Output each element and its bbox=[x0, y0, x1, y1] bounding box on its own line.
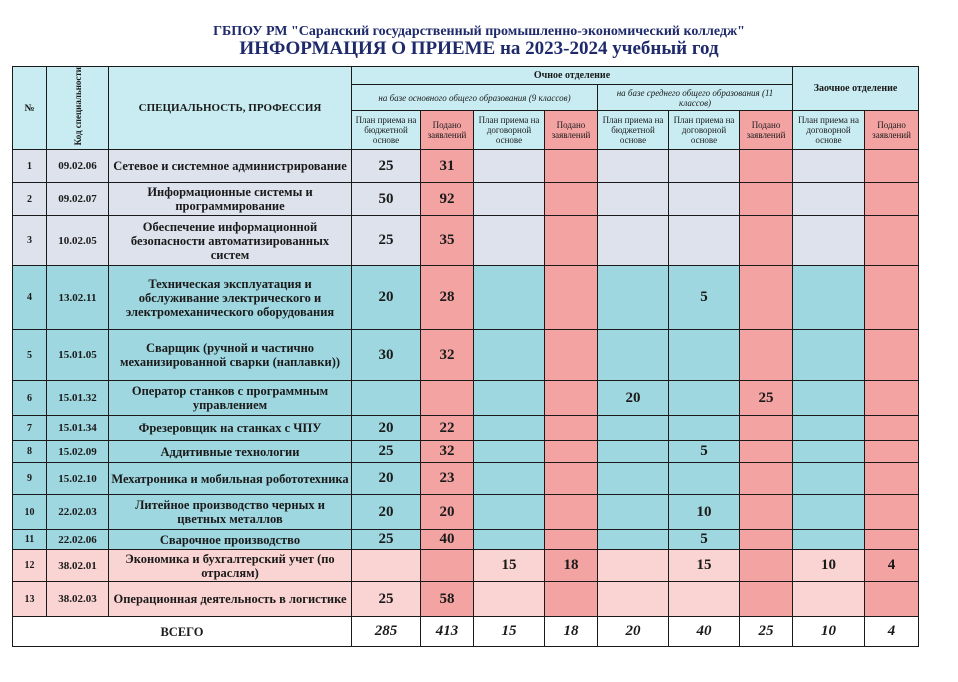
value-cell bbox=[421, 550, 474, 582]
value-cell: 25 bbox=[740, 381, 793, 416]
value-cell bbox=[474, 416, 545, 441]
specialty-name: Аддитивные технологии bbox=[109, 441, 352, 463]
value-cell bbox=[598, 416, 669, 441]
value-cell bbox=[545, 441, 598, 463]
total-cell: 20 bbox=[598, 617, 669, 647]
value-cell bbox=[474, 150, 545, 183]
value-cell bbox=[793, 463, 865, 495]
value-cell: 20 bbox=[352, 266, 421, 330]
row-number: 1 bbox=[13, 150, 47, 183]
header-applied-budget-9: Подано заявлений bbox=[421, 111, 474, 150]
value-cell: 23 bbox=[421, 463, 474, 495]
specialty-name: Сварочное производство bbox=[109, 530, 352, 550]
specialty-name: Сетевое и системное администрирование bbox=[109, 150, 352, 183]
value-cell bbox=[598, 441, 669, 463]
header-plan-budget-11: План приема на бюджетной основе bbox=[598, 111, 669, 150]
total-cell: 25 bbox=[740, 617, 793, 647]
specialty-code: 13.02.11 bbox=[47, 266, 109, 330]
value-cell: 25 bbox=[352, 150, 421, 183]
header-plan-contract-9: План приема на договорной основе bbox=[474, 111, 545, 150]
value-cell bbox=[474, 266, 545, 330]
row-number: 3 bbox=[13, 216, 47, 266]
specialty-code: 22.02.06 bbox=[47, 530, 109, 550]
row-number: 5 bbox=[13, 330, 47, 381]
value-cell bbox=[545, 582, 598, 617]
row-number: 7 bbox=[13, 416, 47, 441]
table-body bbox=[13, 150, 919, 617]
specialty-name: Литейное производство черных и цветных металлов bbox=[109, 495, 352, 530]
specialty-code: 10.02.05 bbox=[47, 216, 109, 266]
header-applied-part: Подано заявлений bbox=[865, 111, 919, 150]
value-cell bbox=[545, 416, 598, 441]
value-cell bbox=[669, 183, 740, 216]
value-cell bbox=[352, 381, 421, 416]
value-cell bbox=[740, 530, 793, 550]
value-cell: 25 bbox=[352, 582, 421, 617]
value-cell: 30 bbox=[352, 330, 421, 381]
specialty-name: Мехатроника и мобильная робототехника bbox=[109, 463, 352, 495]
table-row bbox=[13, 266, 919, 330]
value-cell bbox=[865, 441, 919, 463]
specialty-name: Сварщик (ручной и частично механизированной сварки (наплавки)) bbox=[109, 330, 352, 381]
value-cell bbox=[474, 216, 545, 266]
specialty-name: Оператор станков с программным управлением bbox=[109, 381, 352, 416]
total-cell: 18 bbox=[545, 617, 598, 647]
specialty-code: 15.01.32 bbox=[47, 381, 109, 416]
specialty-name: Фрезеровщик на станках с ЧПУ bbox=[109, 416, 352, 441]
value-cell bbox=[474, 381, 545, 416]
table-row bbox=[13, 495, 919, 530]
value-cell bbox=[793, 183, 865, 216]
specialty-name: Информационные системы и программирование bbox=[109, 183, 352, 216]
value-cell bbox=[669, 416, 740, 441]
value-cell: 18 bbox=[545, 550, 598, 582]
value-cell: 20 bbox=[352, 463, 421, 495]
table-row bbox=[13, 330, 919, 381]
value-cell bbox=[474, 582, 545, 617]
table-row bbox=[13, 216, 919, 266]
value-cell bbox=[598, 495, 669, 530]
value-cell bbox=[740, 463, 793, 495]
value-cell bbox=[793, 495, 865, 530]
specialty-code: 15.01.05 bbox=[47, 330, 109, 381]
page-title: ИНФОРМАЦИЯ О ПРИЕМЕ на 2023-2024 учебный год bbox=[239, 38, 719, 59]
header-secondary-base: на базе среднего общего образования (11 классов) bbox=[598, 85, 793, 111]
specialty-name: Обеспечение информационной безопасности автоматизированных систем bbox=[109, 216, 352, 266]
row-number: 8 bbox=[13, 441, 47, 463]
value-cell bbox=[793, 381, 865, 416]
total-cell: 15 bbox=[474, 617, 545, 647]
value-cell: 20 bbox=[352, 416, 421, 441]
value-cell bbox=[740, 266, 793, 330]
admission-table bbox=[12, 66, 919, 647]
value-cell bbox=[474, 463, 545, 495]
value-cell bbox=[740, 582, 793, 617]
header-code bbox=[47, 67, 109, 150]
total-cell: 413 bbox=[421, 617, 474, 647]
value-cell bbox=[793, 441, 865, 463]
value-cell bbox=[793, 330, 865, 381]
row-number: 4 bbox=[13, 266, 47, 330]
total-cell: 10 bbox=[793, 617, 865, 647]
value-cell: 5 bbox=[669, 266, 740, 330]
value-cell: 5 bbox=[669, 530, 740, 550]
value-cell bbox=[474, 183, 545, 216]
specialty-code: 09.02.07 bbox=[47, 183, 109, 216]
value-cell bbox=[865, 530, 919, 550]
specialty-code: 15.02.10 bbox=[47, 463, 109, 495]
value-cell: 32 bbox=[421, 441, 474, 463]
value-cell: 35 bbox=[421, 216, 474, 266]
row-number: 6 bbox=[13, 381, 47, 416]
specialty-code: 15.01.34 bbox=[47, 416, 109, 441]
header-applied-11: Подано заявлений bbox=[740, 111, 793, 150]
value-cell bbox=[793, 150, 865, 183]
value-cell bbox=[545, 381, 598, 416]
value-cell bbox=[598, 463, 669, 495]
row-number: 11 bbox=[13, 530, 47, 550]
value-cell: 20 bbox=[352, 495, 421, 530]
specialty-code: 38.02.01 bbox=[47, 550, 109, 582]
value-cell bbox=[669, 330, 740, 381]
table-row bbox=[13, 183, 919, 216]
value-cell bbox=[865, 266, 919, 330]
row-number: 12 bbox=[13, 550, 47, 582]
value-cell bbox=[545, 183, 598, 216]
row-number: 2 bbox=[13, 183, 47, 216]
value-cell: 31 bbox=[421, 150, 474, 183]
specialty-code: 09.02.06 bbox=[47, 150, 109, 183]
value-cell bbox=[545, 150, 598, 183]
value-cell bbox=[669, 463, 740, 495]
value-cell bbox=[865, 150, 919, 183]
value-cell: 58 bbox=[421, 582, 474, 617]
value-cell bbox=[793, 416, 865, 441]
value-cell bbox=[598, 150, 669, 183]
value-cell bbox=[669, 216, 740, 266]
value-cell bbox=[598, 183, 669, 216]
table-row bbox=[13, 416, 919, 441]
value-cell bbox=[740, 216, 793, 266]
specialty-name: Техническая эксплуатация и обслуживание электрического и электромеханического оборудования bbox=[109, 266, 352, 330]
value-cell: 92 bbox=[421, 183, 474, 216]
value-cell bbox=[545, 266, 598, 330]
value-cell bbox=[474, 530, 545, 550]
value-cell bbox=[793, 582, 865, 617]
value-cell: 28 bbox=[421, 266, 474, 330]
value-cell bbox=[865, 381, 919, 416]
value-cell: 25 bbox=[352, 530, 421, 550]
header-plan-contract-11: План приема на договорной основе bbox=[669, 111, 740, 150]
value-cell bbox=[545, 495, 598, 530]
table-row bbox=[13, 150, 919, 183]
value-cell bbox=[669, 381, 740, 416]
value-cell bbox=[865, 330, 919, 381]
value-cell: 5 bbox=[669, 441, 740, 463]
total-cell: 285 bbox=[352, 617, 421, 647]
value-cell bbox=[740, 183, 793, 216]
value-cell bbox=[669, 150, 740, 183]
totals-row bbox=[13, 617, 919, 647]
value-cell bbox=[545, 330, 598, 381]
row-number: 10 bbox=[13, 495, 47, 530]
value-cell bbox=[740, 550, 793, 582]
value-cell bbox=[793, 530, 865, 550]
value-cell bbox=[545, 463, 598, 495]
value-cell bbox=[865, 582, 919, 617]
value-cell: 20 bbox=[598, 381, 669, 416]
total-cell: 4 bbox=[865, 617, 919, 647]
header-code-label: Код специальности bbox=[72, 67, 83, 146]
header-full-time: Очное отделение bbox=[352, 67, 793, 85]
college-title: ГБПОУ РМ "Саранский государственный промышленно-экономический колледж" bbox=[213, 24, 745, 39]
specialty-name: Экономика и бухгалтерский учет (по отраслям) bbox=[109, 550, 352, 582]
value-cell: 15 bbox=[474, 550, 545, 582]
value-cell bbox=[865, 216, 919, 266]
specialty-code: 38.02.03 bbox=[47, 582, 109, 617]
totals-label: ВСЕГО bbox=[13, 617, 352, 647]
value-cell: 10 bbox=[669, 495, 740, 530]
header-plan-budget-9: План приема на бюджетной основе bbox=[352, 111, 421, 150]
value-cell: 20 bbox=[421, 495, 474, 530]
value-cell bbox=[352, 550, 421, 582]
header-num: № bbox=[13, 67, 47, 150]
value-cell bbox=[474, 330, 545, 381]
value-cell: 10 bbox=[793, 550, 865, 582]
total-cell: 40 bbox=[669, 617, 740, 647]
value-cell bbox=[598, 582, 669, 617]
value-cell bbox=[421, 381, 474, 416]
header-specialty: СПЕЦИАЛЬНОСТЬ, ПРОФЕССИЯ bbox=[109, 67, 352, 150]
header-applied-contract-9: Подано заявлений bbox=[545, 111, 598, 150]
value-cell bbox=[793, 216, 865, 266]
value-cell bbox=[740, 495, 793, 530]
row-number: 13 bbox=[13, 582, 47, 617]
value-cell bbox=[865, 183, 919, 216]
value-cell bbox=[865, 495, 919, 530]
value-cell: 25 bbox=[352, 216, 421, 266]
table-row bbox=[13, 381, 919, 416]
table-row bbox=[13, 582, 919, 617]
value-cell: 25 bbox=[352, 441, 421, 463]
value-cell: 4 bbox=[865, 550, 919, 582]
value-cell bbox=[598, 530, 669, 550]
header-part-time: Заочное отделение bbox=[793, 67, 919, 111]
value-cell bbox=[598, 330, 669, 381]
table-row bbox=[13, 441, 919, 463]
value-cell bbox=[598, 266, 669, 330]
value-cell: 40 bbox=[421, 530, 474, 550]
value-cell bbox=[474, 441, 545, 463]
value-cell bbox=[545, 216, 598, 266]
header-basic-base: на базе основного общего образования (9 классов) bbox=[352, 85, 598, 111]
value-cell bbox=[793, 266, 865, 330]
row-number: 9 bbox=[13, 463, 47, 495]
table-row bbox=[13, 530, 919, 550]
value-cell bbox=[474, 495, 545, 530]
value-cell: 50 bbox=[352, 183, 421, 216]
value-cell bbox=[865, 463, 919, 495]
value-cell bbox=[740, 330, 793, 381]
specialty-code: 15.02.09 bbox=[47, 441, 109, 463]
header-plan-contract-part: План приема на договорной основе bbox=[793, 111, 865, 150]
value-cell bbox=[740, 150, 793, 183]
value-cell bbox=[740, 441, 793, 463]
table-row bbox=[13, 463, 919, 495]
value-cell bbox=[545, 530, 598, 550]
value-cell bbox=[598, 216, 669, 266]
value-cell bbox=[865, 416, 919, 441]
specialty-code: 22.02.03 bbox=[47, 495, 109, 530]
table-row bbox=[13, 550, 919, 582]
value-cell: 22 bbox=[421, 416, 474, 441]
value-cell: 32 bbox=[421, 330, 474, 381]
specialty-name: Операционная деятельность в логистике bbox=[109, 582, 352, 617]
value-cell bbox=[669, 582, 740, 617]
value-cell bbox=[598, 550, 669, 582]
value-cell: 15 bbox=[669, 550, 740, 582]
value-cell bbox=[740, 416, 793, 441]
